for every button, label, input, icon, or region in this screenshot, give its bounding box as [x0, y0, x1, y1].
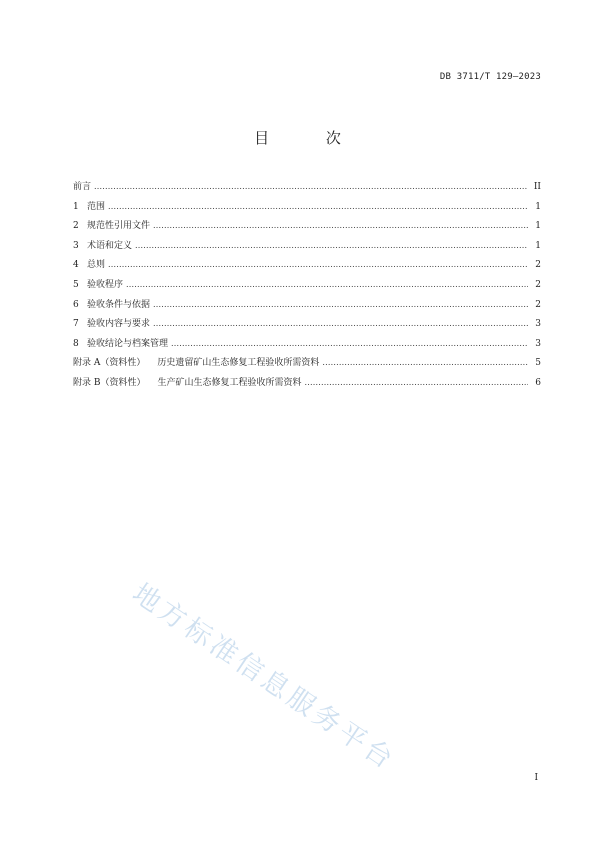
dot-leader [135, 241, 528, 250]
toc-entry-8[interactable] [73, 336, 541, 356]
dot-leader [153, 319, 528, 328]
toc-entry-page: 1 [535, 221, 541, 232]
toc-entry-text: 范围 [87, 201, 106, 212]
page-number: I [534, 773, 538, 783]
toc-entry-number: 1 [73, 201, 79, 212]
toc-entry-page: 2 [535, 279, 541, 290]
toc-entry-page: 2 [535, 260, 541, 271]
toc-entry-page: 1 [535, 240, 541, 251]
toc-entry-page: 6 [535, 377, 541, 388]
toc-entry-number: 6 [73, 299, 79, 310]
toc-entry-1[interactable] [73, 199, 541, 219]
dot-leader [126, 280, 528, 289]
dot-leader [108, 260, 528, 269]
toc-appendix-label: 附录 A（资料性） [73, 358, 146, 369]
toc-entry-5[interactable] [73, 277, 541, 297]
page-title: 目 次 [254, 129, 367, 147]
toc-entry-6[interactable] [73, 297, 541, 317]
toc-entry-appendix-b[interactable] [73, 375, 541, 395]
toc-entry-text: 术语和定义 [87, 240, 133, 251]
toc-entry-text: 验收条件与依据 [87, 299, 151, 310]
toc-entry-text: 前言 [73, 182, 92, 192]
toc-entry-3[interactable] [73, 238, 541, 258]
table-of-contents [73, 179, 541, 395]
toc-entry-page: 3 [535, 338, 541, 349]
toc-entry-7[interactable] [73, 316, 541, 336]
toc-entry-text: 验收结论与档案管理 [87, 338, 169, 349]
toc-entry-number: 5 [73, 279, 79, 290]
toc-entry-text: 生产矿山生态修复工程验收所需资料 [157, 377, 302, 388]
toc-entry-number: 7 [73, 319, 79, 330]
dot-leader [171, 339, 528, 348]
dot-leader [322, 358, 528, 367]
toc-entry-number: 2 [73, 221, 79, 232]
dot-leader [108, 202, 528, 211]
toc-entry-text: 总则 [87, 260, 106, 271]
dot-leader [153, 221, 528, 230]
toc-entry-number: 3 [73, 240, 79, 251]
toc-entry-number: 8 [73, 338, 79, 349]
toc-entry-page: 2 [535, 299, 541, 310]
watermark: 地方标准信息服务平台 [126, 577, 402, 777]
toc-entry-4[interactable] [73, 257, 541, 277]
dot-leader [153, 300, 528, 309]
dot-leader [305, 378, 529, 387]
toc-entry-page: 1 [535, 201, 541, 212]
toc-entry-text: 规范性引用文件 [87, 221, 151, 232]
toc-entry-foreword[interactable] [73, 179, 541, 199]
toc-entry-number: 4 [73, 260, 79, 271]
toc-entry-page: II [533, 182, 541, 192]
dot-leader [94, 182, 528, 191]
toc-entry-appendix-a[interactable] [73, 355, 541, 375]
toc-entry-page: 3 [535, 319, 541, 330]
document-code: DB 3711/T 129—2023 [439, 72, 541, 82]
toc-entry-text: 验收内容与要求 [87, 319, 151, 330]
toc-entry-page: 5 [535, 358, 541, 369]
toc-entry-2[interactable] [73, 218, 541, 238]
toc-entry-text: 验收程序 [87, 279, 124, 290]
toc-appendix-label: 附录 B（资料性） [73, 377, 146, 388]
toc-entry-text: 历史遗留矿山生态修复工程验收所需资料 [157, 358, 320, 369]
